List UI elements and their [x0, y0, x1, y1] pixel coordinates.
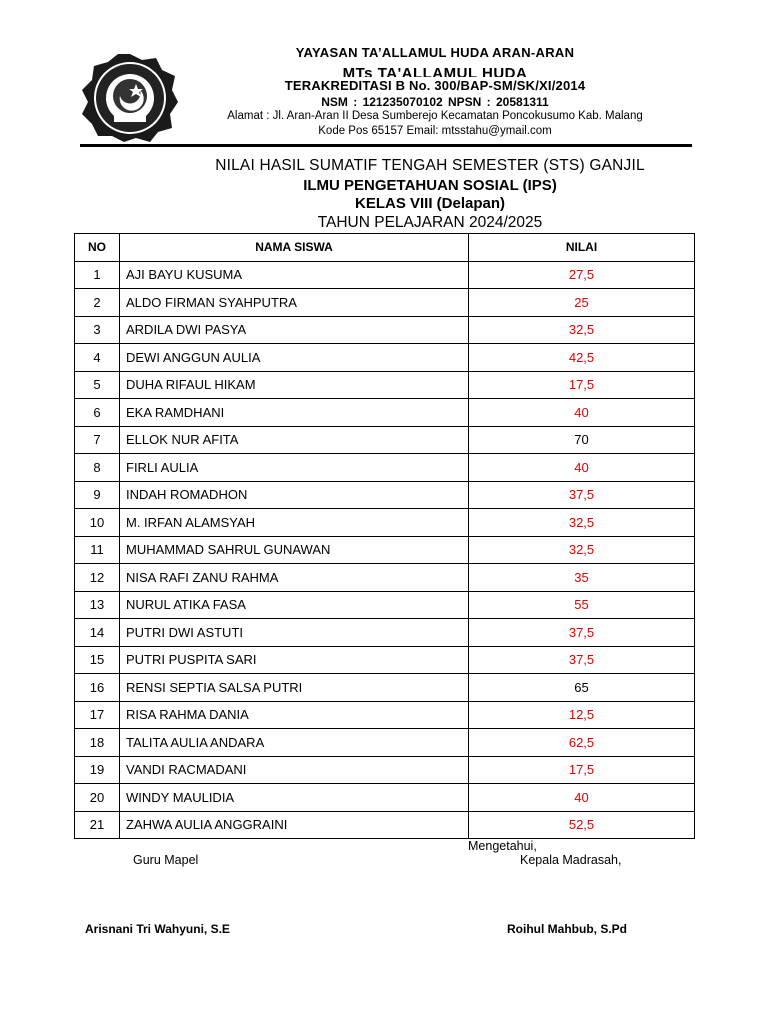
- student-name: WINDY MAULIDIA: [120, 784, 469, 812]
- row-number: 8: [75, 454, 120, 482]
- row-number: 7: [75, 426, 120, 454]
- row-number: 9: [75, 481, 120, 509]
- student-name: EKA RAMDHANI: [120, 399, 469, 427]
- row-number: 21: [75, 811, 120, 839]
- row-number: 15: [75, 646, 120, 674]
- student-grade: 32,5: [469, 536, 695, 564]
- student-name: VANDI RACMADANI: [120, 756, 469, 784]
- table-row: [75, 646, 695, 674]
- row-number: 20: [75, 784, 120, 812]
- table-row: [75, 454, 695, 482]
- row-number: 2: [75, 289, 120, 317]
- student-name: RISA RAHMA DANIA: [120, 701, 469, 729]
- row-number: 13: [75, 591, 120, 619]
- student-name: AJI BAYU KUSUMA: [120, 261, 469, 289]
- student-grade: 37,5: [469, 619, 695, 647]
- table-row: [75, 509, 695, 537]
- student-grade: 65: [469, 674, 695, 702]
- table-row: [75, 289, 695, 317]
- table-row: [75, 674, 695, 702]
- student-name: ALDO FIRMAN SYAHPUTRA: [120, 289, 469, 317]
- student-grade: 52,5: [469, 811, 695, 839]
- student-grade: 40: [469, 784, 695, 812]
- table-row: [75, 371, 695, 399]
- student-grade: 32,5: [469, 509, 695, 537]
- row-number: 14: [75, 619, 120, 647]
- table-row: [75, 536, 695, 564]
- table-row: [75, 261, 695, 289]
- student-grade: 35: [469, 564, 695, 592]
- student-grade: 40: [469, 399, 695, 427]
- row-number: 12: [75, 564, 120, 592]
- student-grade: 25: [469, 289, 695, 317]
- school-address: Alamat : Jl. Aran-Aran II Desa Sumberejo Kecamatan Poncokusumo Kab. Malang: [227, 110, 643, 122]
- student-name: FIRLI AULIA: [120, 454, 469, 482]
- student-grade: 40: [469, 454, 695, 482]
- student-name: ZAHWA AULIA ANGGRAINI: [120, 811, 469, 839]
- table-row: [75, 729, 695, 757]
- table-row: [75, 591, 695, 619]
- student-name: DUHA RIFAUL HIKAM: [120, 371, 469, 399]
- table-row: [75, 399, 695, 427]
- school-ids: NSM : 121235070102 NPSN : 20581311: [321, 95, 549, 109]
- letterhead-divider: [80, 144, 692, 147]
- foundation-name: YAYASAN TA’ALLAMUL HUDA ARAN-ARAN: [295, 45, 575, 60]
- class-title: KELAS VIII (Delapan): [354, 195, 506, 212]
- student-name: M. IRFAN ALAMSYAH: [120, 509, 469, 537]
- student-grade: 37,5: [469, 481, 695, 509]
- acknowledged-label: Mengetahui,: [468, 839, 537, 853]
- academic-year: TAHUN PELAJARAN 2024/2025: [317, 214, 543, 231]
- student-name: PUTRI DWI ASTUTI: [120, 619, 469, 647]
- table-row: [75, 756, 695, 784]
- row-number: 3: [75, 316, 120, 344]
- student-grade: 37,5: [469, 646, 695, 674]
- student-grade: 12,5: [469, 701, 695, 729]
- table-row: [75, 316, 695, 344]
- student-name: PUTRI PUSPITA SARI: [120, 646, 469, 674]
- report-title: NILAI HASIL SUMATIF TENGAH SEMESTER (STS) GANJIL: [215, 157, 645, 174]
- teacher-role: Guru Mapel: [133, 853, 199, 867]
- school-logo-icon: [80, 52, 180, 144]
- student-name: ARDILA DWI PASYA: [120, 316, 469, 344]
- student-grade: 55: [469, 591, 695, 619]
- student-name: TALITA AULIA ANDARA: [120, 729, 469, 757]
- student-grade: 27,5: [469, 261, 695, 289]
- head-name: Roihul Mahbub, S.Pd: [507, 922, 627, 936]
- row-number: 19: [75, 756, 120, 784]
- row-number: 4: [75, 344, 120, 372]
- subject-title: ILMU PENGETAHUAN SOSIAL (IPS): [303, 177, 557, 194]
- student-name: RENSI SEPTIA SALSA PUTRI: [120, 674, 469, 702]
- student-name: DEWI ANGGUN AULIA: [120, 344, 469, 372]
- table-header-row: [75, 234, 695, 262]
- table-row: [75, 344, 695, 372]
- student-grade: 70: [469, 426, 695, 454]
- student-grade: 17,5: [469, 371, 695, 399]
- student-name: ELLOK NUR AFITA: [120, 426, 469, 454]
- student-name: INDAH ROMADHON: [120, 481, 469, 509]
- grades-table: [74, 233, 695, 839]
- header-no: NO: [75, 234, 120, 262]
- head-role: Kepala Madrasah,: [520, 853, 622, 867]
- row-number: 16: [75, 674, 120, 702]
- row-number: 18: [75, 729, 120, 757]
- table-row: [75, 564, 695, 592]
- row-number: 6: [75, 399, 120, 427]
- row-number: 17: [75, 701, 120, 729]
- row-number: 10: [75, 509, 120, 537]
- accreditation-info: TERAKREDITASI B No. 300/BAP-SM/SK/XI/2014: [284, 78, 586, 93]
- table-row: [75, 701, 695, 729]
- header-name: NAMA SISWA: [120, 234, 469, 262]
- table-body: [75, 261, 695, 839]
- school-contact: Kode Pos 65157 Email: mtsstahu@ymail.com: [318, 125, 552, 137]
- student-grade: 42,5: [469, 344, 695, 372]
- row-number: 1: [75, 261, 120, 289]
- table-row: [75, 426, 695, 454]
- school-name: MTs TA'ALLAMUL HUDA: [342, 65, 528, 77]
- teacher-name: Arisnani Tri Wahyuni, S.E: [85, 922, 230, 936]
- student-grade: 17,5: [469, 756, 695, 784]
- row-number: 5: [75, 371, 120, 399]
- student-grade: 32,5: [469, 316, 695, 344]
- table-row: [75, 811, 695, 839]
- student-name: NURUL ATIKA FASA: [120, 591, 469, 619]
- student-name: MUHAMMAD SAHRUL GUNAWAN: [120, 536, 469, 564]
- table-row: [75, 784, 695, 812]
- row-number: 11: [75, 536, 120, 564]
- student-grade: 62,5: [469, 729, 695, 757]
- student-name: NISA RAFI ZANU RAHMA: [120, 564, 469, 592]
- table-row: [75, 481, 695, 509]
- header-grade: NILAI: [469, 234, 695, 262]
- table-row: [75, 619, 695, 647]
